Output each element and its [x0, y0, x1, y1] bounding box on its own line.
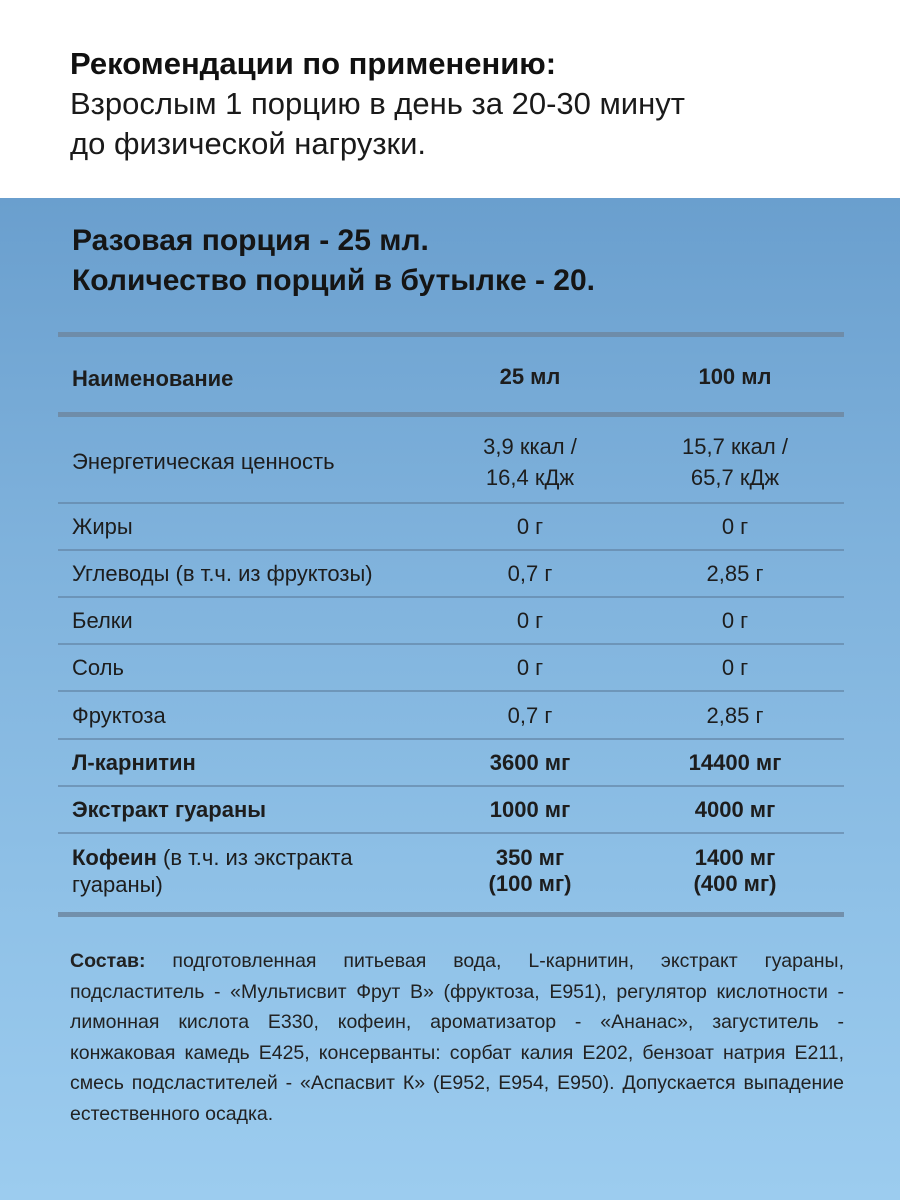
row-divider [58, 738, 844, 740]
usage-line-1: Взрослым 1 порцию в день за 20-30 минут [70, 86, 685, 121]
table-cell-25ml: 350 мг [495, 845, 565, 870]
table-cell-100ml: 0 г [721, 608, 749, 633]
table-cell-100ml: 2,85 г [706, 703, 764, 728]
table-cell-100ml: 2,85 г [706, 561, 764, 586]
table-cell-25ml: 0 г [516, 655, 544, 680]
table-cell-100ml: 14400 мг [688, 750, 782, 775]
row-divider [58, 832, 844, 834]
table-row-label: Белки [72, 608, 133, 633]
table-bottom-rule [58, 912, 844, 917]
header-rule [58, 412, 844, 417]
table-row-label: Энергетическая ценность [72, 449, 335, 474]
column-header-name: Наименование [72, 366, 234, 391]
composition-label: Состав: [70, 950, 146, 972]
serving-size: Разовая порция - 25 мл. [72, 224, 429, 257]
table-cell-100ml: 0 г [721, 514, 749, 539]
table-cell-25ml: 0 г [516, 608, 544, 633]
table-cell-100ml: 65,7 кДж [690, 465, 780, 490]
table-cell-25ml: 0 г [516, 514, 544, 539]
row-divider [58, 690, 844, 692]
table-row-label: Экстракт гуараны [72, 797, 267, 822]
usage-line-2: до физической нагрузки. [70, 126, 427, 161]
table-cell-25ml: 0,7 г [507, 561, 553, 586]
table-cell-100ml: 1400 мг [694, 845, 776, 870]
table-cell-25ml: 3,9 ккал / [483, 434, 577, 459]
column-header-25ml: 25 мл [499, 364, 561, 389]
table-cell-100ml: (400 мг) [693, 871, 777, 896]
table-cell-100ml: 4000 мг [694, 797, 776, 822]
table-top-rule [58, 332, 844, 337]
table-cell-25ml: 1000 мг [489, 797, 571, 822]
servings-per-bottle: Количество порций в бутылке - 20. [72, 264, 596, 297]
table-cell-25ml: (100 мг) [488, 871, 572, 896]
composition-body: подготовленная питьевая вода, L-карнитин, экстракт гуараны, подсластитель - «Мультисвит Фрут В» (фруктоза, E951), регулятор кислотности - лимонная кислота E330, кофеин, ароматизатор - «Ананас», загуститель - конжаковая камедь E425, консерванты: сорбат калия E202, бензоат натрия E211, смесь подсластителей - «Аспасвит К» (E952, E954, E950). Допускается выпадение естественного осадка. [70, 950, 844, 1125]
column-header-100ml: 100 мл [698, 364, 772, 389]
row-divider [58, 549, 844, 551]
caffeine-label: Кофеин [72, 845, 157, 870]
usage-section [0, 0, 900, 198]
composition-text [70, 946, 844, 1129]
table-row-label: Углеводы (в т.ч. из фруктозы) [72, 561, 373, 586]
usage-heading: Рекомендации по применению: [70, 46, 557, 81]
table-row-label: Л-карнитин [72, 750, 196, 775]
table-row-label [72, 845, 353, 871]
caffeine-label-note: (в т.ч. из экстракта [156, 845, 353, 870]
table-cell-25ml: 3600 мг [489, 750, 571, 775]
row-divider [58, 785, 844, 787]
row-divider [58, 596, 844, 598]
row-divider [58, 643, 844, 645]
table-cell-100ml: 15,7 ккал / [682, 434, 788, 459]
table-row-label: Соль [72, 655, 124, 680]
table-row-label: Жиры [72, 514, 133, 539]
table-row-label: Фруктоза [72, 703, 166, 728]
table-cell-25ml: 16,4 кДж [485, 465, 575, 490]
table-cell-100ml: 0 г [721, 655, 749, 680]
row-divider [58, 502, 844, 504]
caffeine-label-note-line2: гуараны) [72, 872, 163, 897]
table-cell-25ml: 0,7 г [507, 703, 553, 728]
